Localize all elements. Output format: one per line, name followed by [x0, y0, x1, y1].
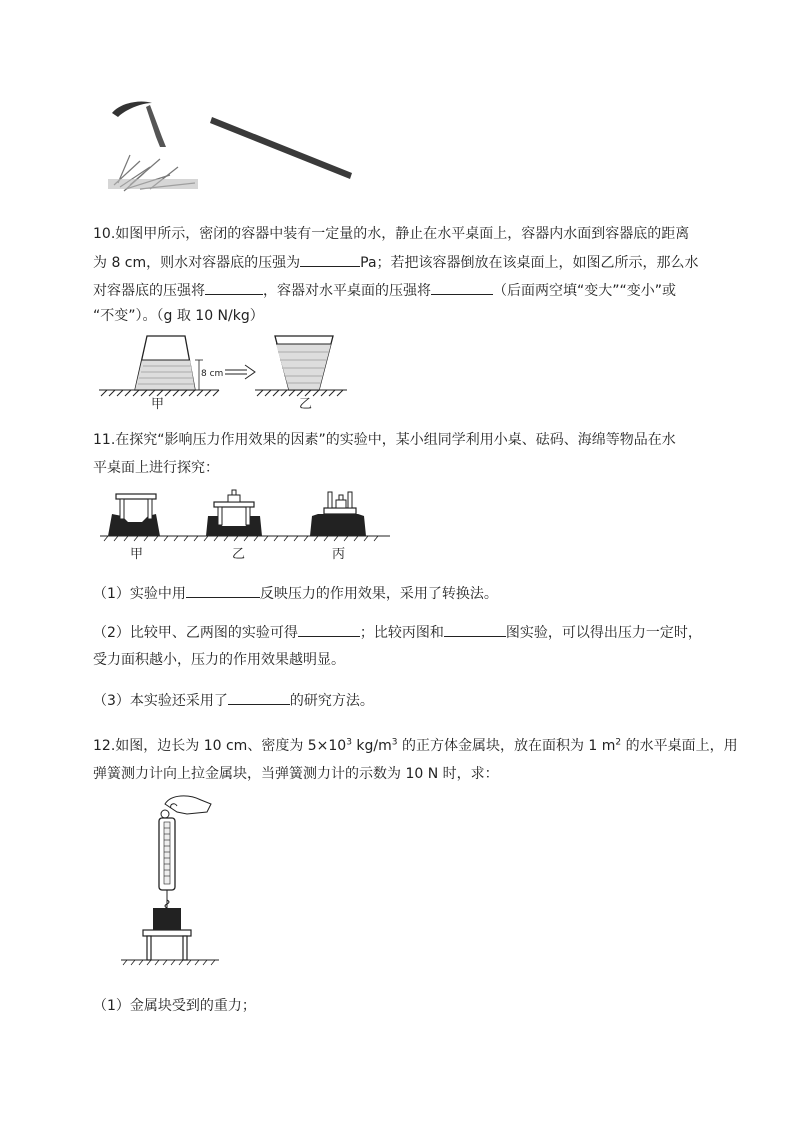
- setup-jia: [108, 494, 160, 536]
- container-jia: [135, 336, 195, 390]
- sickle-image: [112, 101, 166, 147]
- arrow-icon: [225, 365, 255, 379]
- q10-text: Pa；若把该容器倒放在该桌面上，如图乙所示，那么水: [360, 255, 699, 271]
- label-yi: 乙: [232, 547, 246, 562]
- table: [143, 930, 191, 960]
- q12-spring-scale-figure: [115, 790, 225, 970]
- spring-scale: [159, 818, 175, 908]
- setup-yi: [206, 490, 262, 536]
- grass-shadow: [108, 179, 198, 189]
- table-surface-yi: [255, 390, 347, 396]
- q11-text: （1）实验中用: [93, 586, 186, 602]
- q10-line4: “不变”）。（g 取 10 N/kg）: [93, 308, 264, 324]
- q10-container-figure: [95, 330, 355, 410]
- q11-text: 反映压力的作用效果，采用了转换法。: [259, 586, 498, 602]
- q10-line3: [93, 280, 676, 301]
- q12-line1: [93, 736, 738, 756]
- q10-blank-water-pressure[interactable]: [205, 280, 263, 295]
- depth-label: 8 cm: [201, 369, 224, 379]
- q11-sponge-figure: [100, 486, 390, 564]
- q12-line2: 弹簧测力计向上拉金属块，当弹簧测力计的示数为 10 N 时，求：: [93, 766, 499, 782]
- label-jia: 甲: [130, 547, 144, 562]
- table-hatching: [104, 536, 378, 541]
- q11-text: ；比较丙图和: [359, 625, 444, 641]
- q12-text: kg/m: [351, 738, 392, 754]
- q12-exponent: 2: [615, 737, 622, 748]
- q11-text: （2）比较甲、乙两图的实验可得: [93, 625, 298, 641]
- q12-exponent: 3: [391, 737, 398, 748]
- q11-blank-3[interactable]: [444, 622, 506, 637]
- q11-text: 图实验，可以得出压力一定时，: [505, 625, 702, 641]
- q10-text: 为 8 cm，则水对容器底的压强为: [93, 255, 301, 271]
- q11-text: 的研究方法。: [289, 693, 374, 709]
- q11-sub2-cont: 受力面积越小，压力的作用效果越明显。: [93, 652, 345, 668]
- q12-text: 12.如图，边长为 10 cm、密度为 5×10: [93, 738, 347, 754]
- q10-line1: 10.如图甲所示，密闭的容器中装有一定量的水，静止在水平桌面上，容器内水面到容器底的距离: [93, 226, 690, 242]
- rod-image: [210, 117, 352, 179]
- q11-blank-1[interactable]: [186, 583, 260, 598]
- q11-blank-2[interactable]: [298, 622, 360, 637]
- q11-line2: 平桌面上进行探究：: [93, 460, 219, 476]
- q11-line1: 11.在探究“影响压力作用效果的因素”的实验中，某小组同学利用小桌、砝码、海绵等物品在水: [93, 432, 676, 448]
- q11-sub3: [93, 690, 374, 711]
- q10-line2: [93, 252, 699, 273]
- q11-sub2: [93, 622, 702, 643]
- q12-text: 的正方体金属块，放在面积为 1 m: [397, 738, 616, 754]
- q10-text: ，容器对水平桌面的压强将: [263, 283, 431, 299]
- q10-text: 对容器底的压强将: [93, 283, 205, 299]
- q11-blank-4[interactable]: [228, 690, 290, 705]
- label-bing: 丙: [332, 547, 346, 562]
- weight-icon: [228, 495, 240, 502]
- weight-icon: [336, 500, 346, 508]
- q10-blank-table-pressure[interactable]: [431, 280, 493, 295]
- q11-text: （3）本实验还采用了: [93, 693, 228, 709]
- q10-blank-pressure[interactable]: [300, 252, 360, 267]
- top-photo-figure: [100, 95, 370, 205]
- q11-sub1: [93, 583, 498, 604]
- setup-bing: [310, 492, 366, 536]
- q12-sub1: （1）金属块受到的重力；: [93, 998, 256, 1014]
- table-surface-jia: [99, 390, 219, 396]
- container-yi: [275, 336, 333, 390]
- label-jia: 甲: [151, 397, 165, 410]
- label-yi: 乙: [299, 397, 313, 410]
- q10-text: （后面两空填“变大”“变小”或: [493, 283, 677, 299]
- floor-hatching: [123, 960, 215, 965]
- q12-text: 的水平桌面上，用: [621, 738, 738, 754]
- metal-block: [153, 908, 181, 930]
- q12-exponent: 3: [346, 737, 352, 748]
- hand-image: [161, 796, 211, 818]
